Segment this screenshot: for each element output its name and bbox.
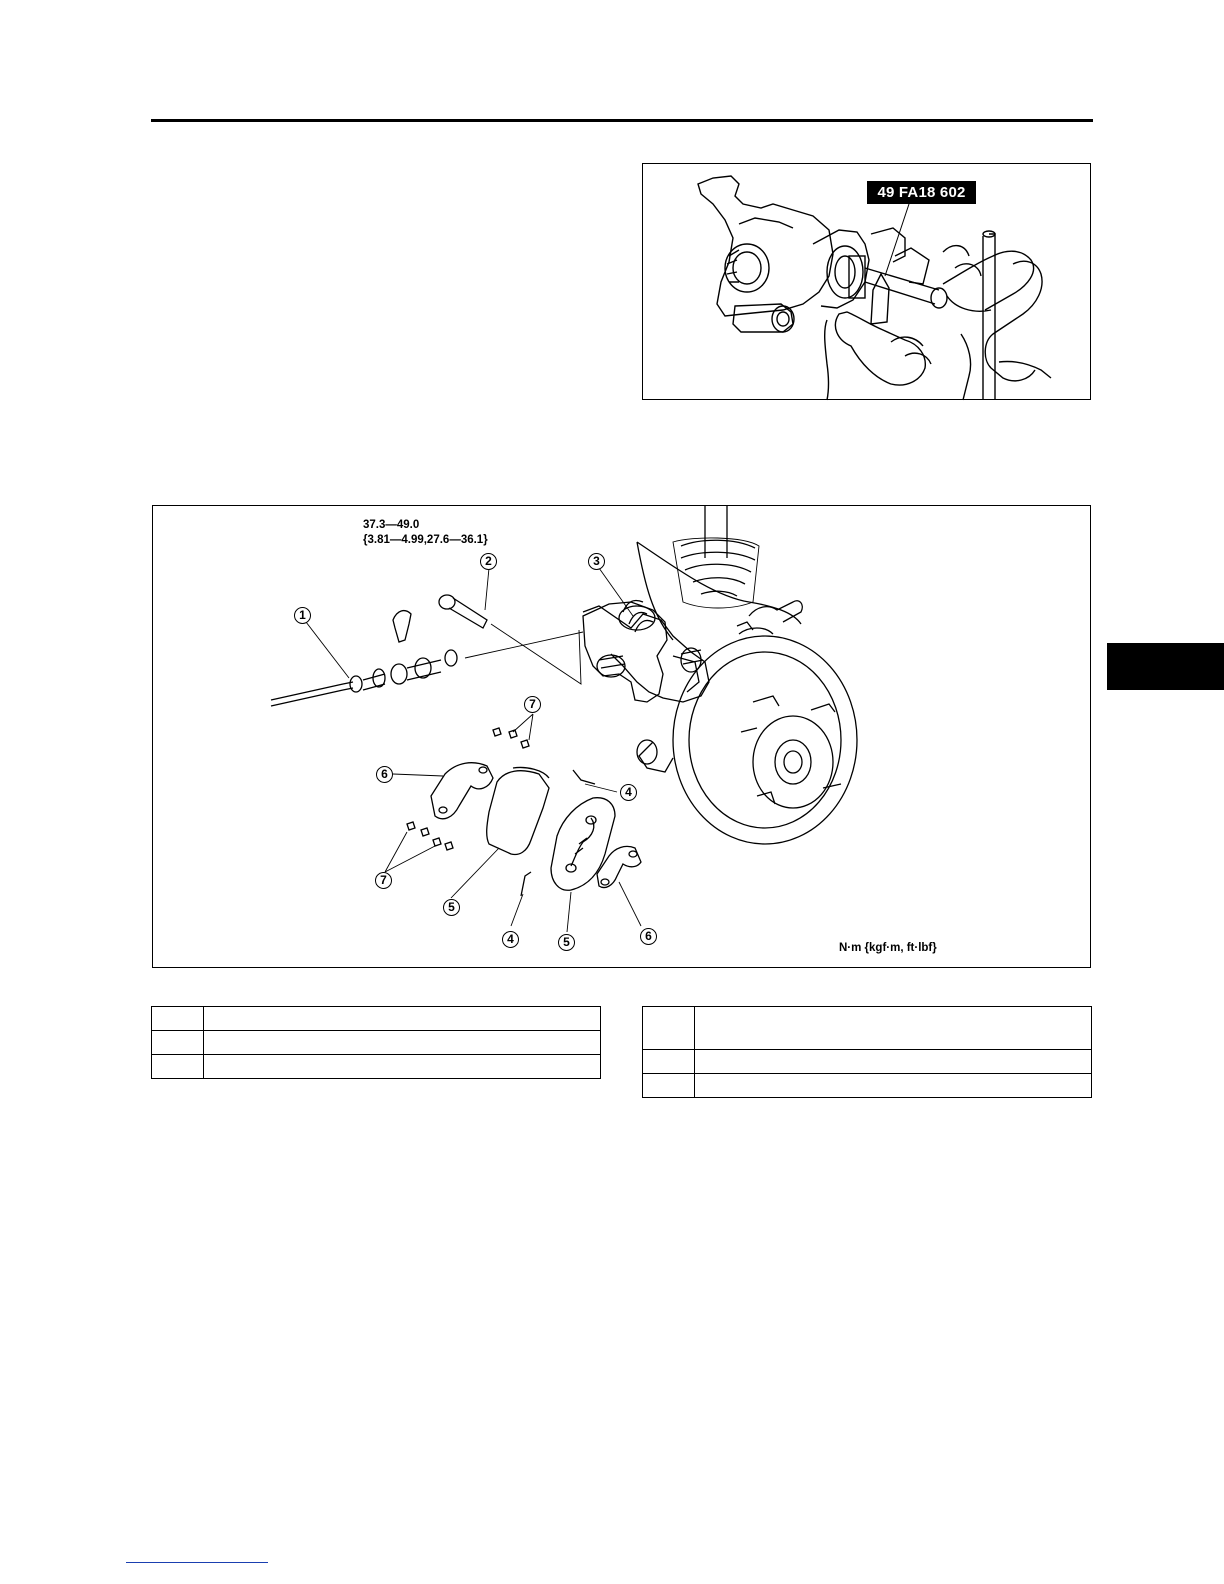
- header-rule: [151, 119, 1093, 122]
- part-name-cell: [204, 1031, 601, 1055]
- callout-7-upper: 7: [524, 696, 541, 713]
- parts-table-left: [151, 1006, 601, 1079]
- part-name-cell: [695, 1074, 1092, 1098]
- torque-unit-label: N·m {kgf·m, ft·lbf}: [839, 942, 937, 954]
- callout-6-right: 6: [640, 928, 657, 945]
- callout-6-left: 6: [376, 766, 393, 783]
- part-number-cell: [152, 1055, 204, 1079]
- part-number-cell: [152, 1007, 204, 1031]
- part-number-cell: [643, 1007, 695, 1050]
- torque-spec-line2: {3.81—4.99,27.6—36.1}: [363, 534, 488, 546]
- part-number-cell: [643, 1074, 695, 1098]
- table-row: [643, 1007, 1092, 1050]
- part-name-cell: [695, 1050, 1092, 1074]
- part-number-cell: [152, 1031, 204, 1055]
- table-row: [643, 1074, 1092, 1098]
- part-name-cell: [204, 1055, 601, 1079]
- part-number-cell: [643, 1050, 695, 1074]
- callout-5-left: 5: [443, 899, 460, 916]
- callout-2: 2: [480, 553, 497, 570]
- callout-4-upper: 4: [620, 784, 637, 801]
- table-row: [152, 1055, 601, 1079]
- exploded-view-diagram: [152, 505, 1091, 968]
- sst-illustration: [642, 163, 1091, 400]
- callout-4-lower: 4: [502, 931, 519, 948]
- callout-3: 3: [588, 553, 605, 570]
- callout-1: 1: [294, 607, 311, 624]
- parts-table-right: [642, 1006, 1092, 1098]
- table-row: [152, 1007, 601, 1031]
- section-tab: [1107, 643, 1224, 690]
- callout-7-lower: 7: [375, 872, 392, 889]
- part-name-cell: [204, 1007, 601, 1031]
- table-row: [643, 1050, 1092, 1074]
- table-row: [152, 1031, 601, 1055]
- footer-link-underline: [126, 1562, 268, 1563]
- callout-5-right: 5: [558, 934, 575, 951]
- part-name-cell: [695, 1007, 1092, 1050]
- brake-assembly-drawing: [153, 506, 1092, 969]
- torque-spec-line1: 37.3—49.0: [363, 519, 420, 531]
- sst-number-label: 49 FA18 602: [867, 181, 976, 204]
